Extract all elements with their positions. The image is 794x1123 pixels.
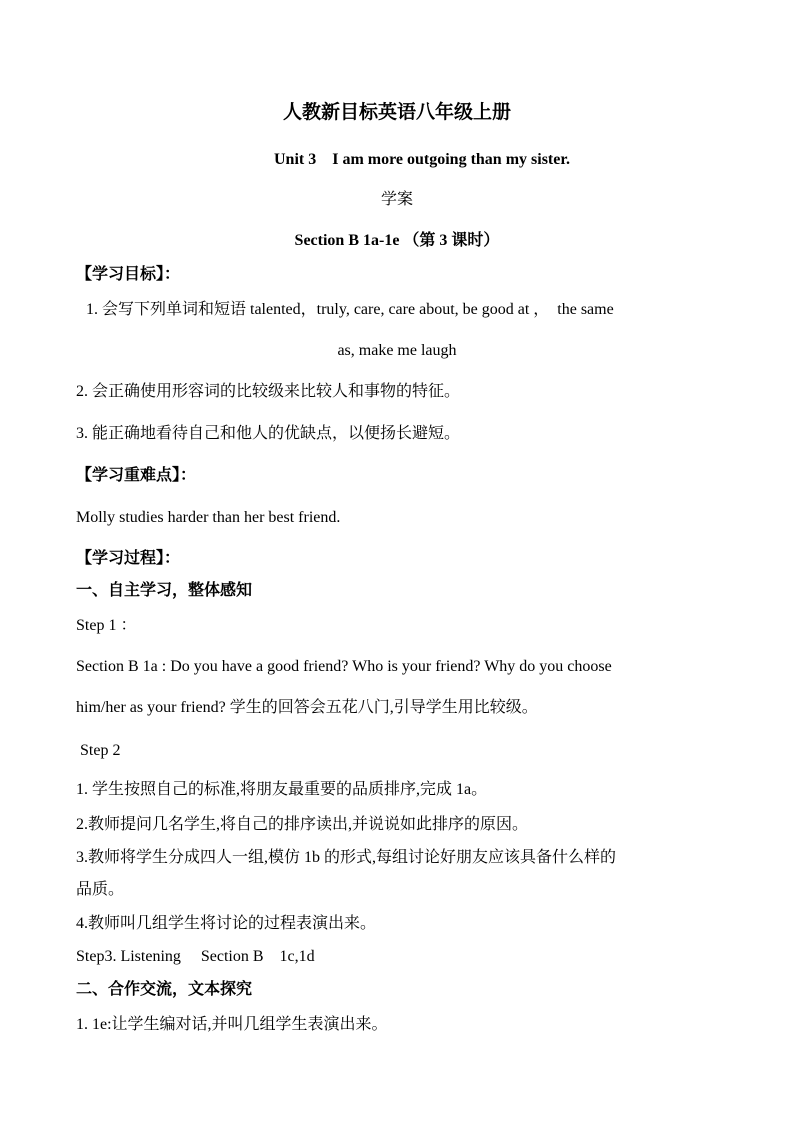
document-title: 人教新目标英语八年级上册 (282, 102, 511, 123)
step2-item-3: 3.教师将学生分成四人一组,模仿 1b 的形式,每组讨论好朋友应该具备什么样的 (76, 849, 617, 866)
part2-heading: 二、合作交流，文本探究 (76, 981, 253, 998)
step2-item-2: 2.教师提问几名学生,将自己的排序读出,并说说如此排序的原因。 (76, 816, 529, 833)
step1-text-line2: him/her as your friend? 学生的回答会五花八门,引导学生用比较级。 (76, 699, 538, 716)
unit-title: Unit 3 I am more outgoing than my sister. (273, 151, 570, 168)
step2-item-4: 4.教师叫几组学生将讨论的过程表演出来。 (76, 915, 377, 932)
step1-label: Step 1 ： (76, 617, 137, 634)
step2-label: Step 2 (80, 742, 121, 759)
objective-item-3: 3. 能正确地看待自己和他人的优缺点，以便扬长避短。 (76, 425, 461, 442)
objective-item-2: 2. 会正确使用形容词的比较级来比较人和事物的特征。 (76, 383, 461, 400)
part2-item-1: 1. 1e:让学生编对话,并叫几组学生表演出来。 (76, 1016, 388, 1033)
key-points-text: Molly studies harder than her best friend. (76, 509, 341, 526)
process-heading: 【学习过程】： (76, 550, 181, 567)
doc-type-label: 学案 (380, 191, 413, 208)
section-title: Section B 1a-1e （第 3 课时） (294, 232, 500, 249)
step2-item-3-continued: 品质。 (76, 881, 125, 898)
objective-item-1-continued: as, make me laugh (337, 342, 457, 359)
step3-text: Step3. Listening Section B 1c,1d (76, 948, 315, 965)
step2-item-1: 1. 学生按照自己的标准,将朋友最重要的品质排序,完成 1a。 (76, 781, 488, 798)
step1-text-line1: Section B 1a : Do you have a good friend? Who is your friend? Why do you choose (76, 658, 612, 675)
objectives-heading: 【学习目标】： (76, 266, 181, 283)
objective-item-1: 1. 会写下列单词和短语 talented，truly, care, care about, be good at ， the same (86, 301, 614, 318)
key-points-heading: 【学习重难点】： (76, 467, 197, 484)
part1-heading: 一、自主学习，整体感知 (76, 582, 253, 599)
